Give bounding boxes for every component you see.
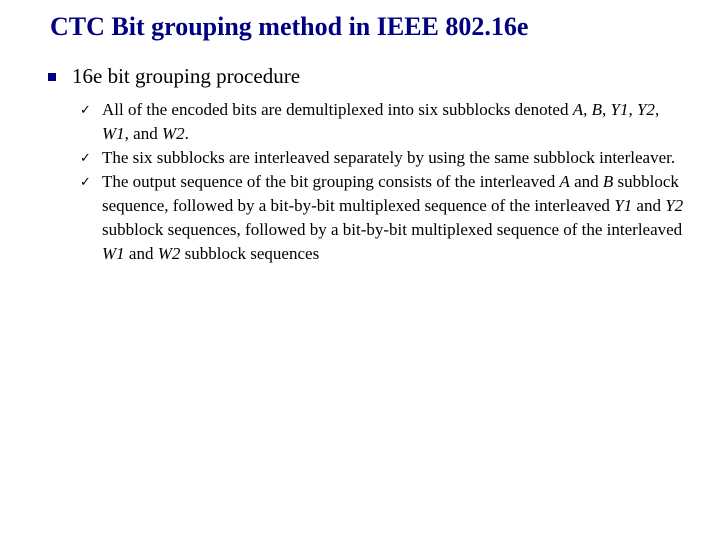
sub-bullet-text <box>102 146 690 170</box>
italic-variable: Y1 <box>614 196 633 215</box>
text-segment: . <box>184 124 189 143</box>
text-segment: , <box>583 100 588 119</box>
italic-variable: A <box>572 100 584 119</box>
text-segment: , <box>602 100 611 119</box>
italic-variable: Y1 <box>610 100 629 119</box>
italic-variable: W2 <box>157 244 181 263</box>
text-segment: subblock sequences, followed by a bit-by-bit multiplexed sequence of the interleaved <box>102 220 683 239</box>
italic-variable: Y2 <box>636 100 655 119</box>
italic-variable: Y2 <box>665 196 684 215</box>
bullet-level1 <box>48 64 300 89</box>
text-segment: , <box>628 100 637 119</box>
sub-bullet-item <box>80 98 690 146</box>
text-segment: , and <box>124 124 162 143</box>
sub-bullet-text <box>102 98 690 146</box>
sub-bullet-item <box>80 170 690 266</box>
text-segment: The output sequence of the bit grouping consists of the interleaved <box>102 172 560 191</box>
sub-bullet-list <box>80 98 690 266</box>
text-segment: and <box>124 244 158 263</box>
sub-bullet-text <box>102 170 690 266</box>
italic-variable: A <box>559 172 570 191</box>
checkmark-icon: ✓ <box>80 174 91 189</box>
italic-variable: W2 <box>161 124 185 143</box>
text-segment: and <box>632 196 666 215</box>
text-segment: and <box>569 172 603 191</box>
text-segment: , <box>654 100 660 119</box>
italic-variable: B <box>602 172 614 191</box>
checkmark-icon: ✓ <box>80 102 91 117</box>
checkmark-icon: ✓ <box>80 150 91 165</box>
italic-variable: W1 <box>102 244 125 263</box>
text-segment: All of the encoded bits are demultiplexed into six subblocks denoted <box>102 100 573 119</box>
square-bullet-icon <box>48 73 56 81</box>
text-segment: subblock sequence, followed by a bit-by-bit multiplexed sequence of the interleaved <box>102 172 679 215</box>
text-segment: The six subblocks are interleaved separately by using the same subblock interleaver. <box>102 148 676 167</box>
italic-variable: B <box>587 100 602 119</box>
slide-title: CTC Bit grouping method in IEEE 802.16e <box>50 12 529 41</box>
italic-variable: W1 <box>102 124 125 143</box>
sub-bullet-item <box>80 146 690 170</box>
text-segment: subblock sequences <box>180 244 320 263</box>
bullet-text: 16e bit grouping procedure <box>72 64 301 88</box>
